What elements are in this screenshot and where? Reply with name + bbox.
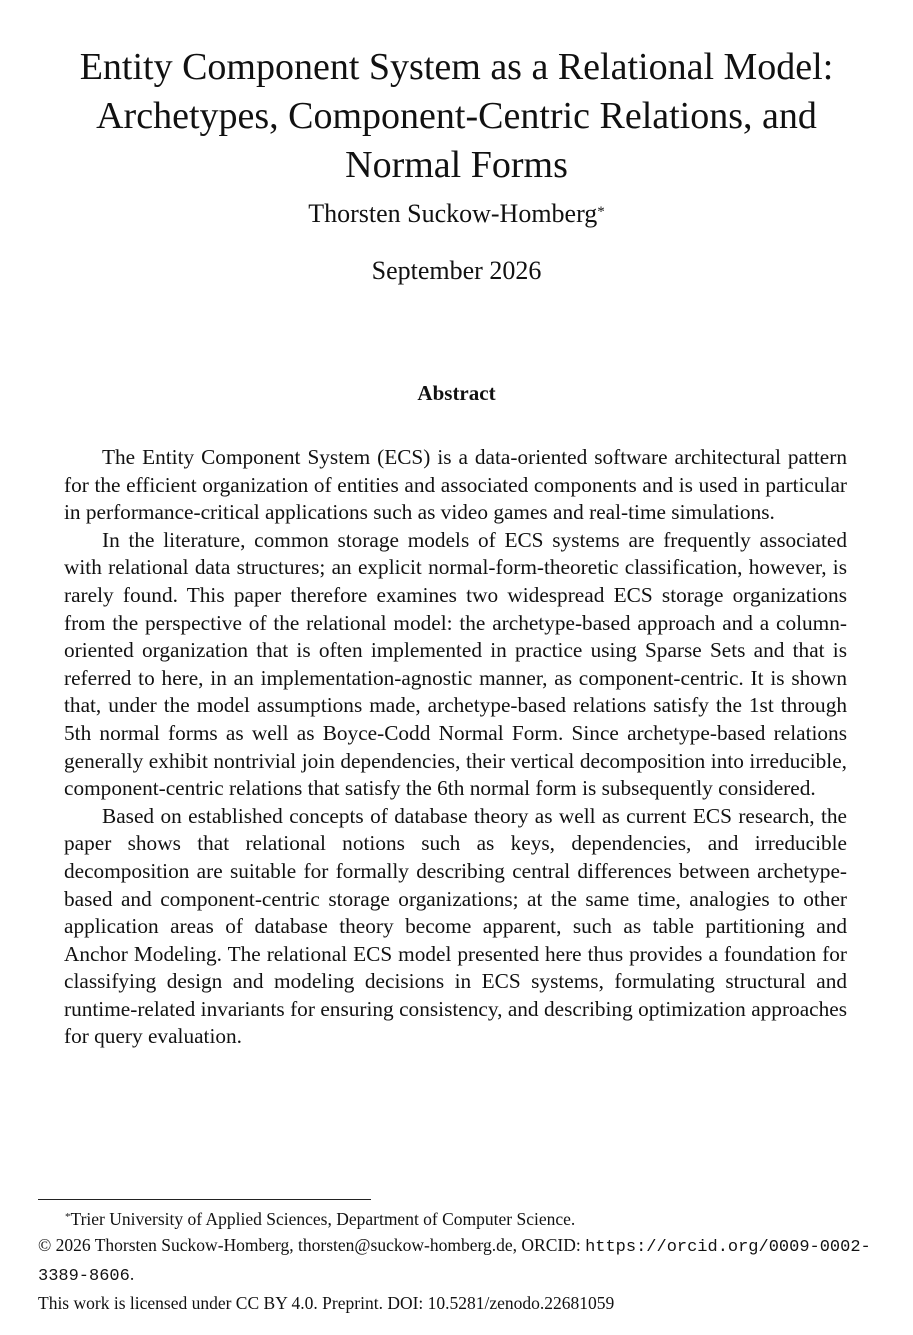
affiliation-text: Trier University of Applied Sciences, Department of Computer Science. [70,1209,576,1229]
affiliation-footnote-mark: * [65,1211,71,1223]
author-line [0,197,913,231]
abstract-paragraph-3: Based on established concepts of database theory as well as current ECS research, the paper shows that relational notions such as keys, dependencies, and irreducible decomposition are suitable for formally describing central differences between archetype-based and component-centric storage organizations; at the same time, analogies to other application areas of database theory become apparent, such as table partitioning and Anchor Modeling. The relational ECS model presented here thus provides a foundation for classifying design and modeling decisions in ECS systems, formulating structural and runtime-related invariants for ensuring consistency, and describing optimization approaches for query evaluation. [64,803,847,1049]
author-name: Thorsten Suckow-Homberg [308,199,598,228]
abstract-body [64,444,847,1051]
paper-title: Entity Component System as a Relational Model: Archetypes, Component-Centric Relations, and Normal Forms [79,46,834,187]
abstract-paragraph-1: The Entity Component System (ECS) is a data-oriented software architectural pattern for the efficient organization of entities and associated components and is used in particular in performance-critical applications such as video games and real-time simulations. [64,445,847,525]
copyright-end: . [129,1264,135,1284]
footnotes [38,1206,878,1316]
copyright-text: © 2026 Thorsten Suckow-Homberg, thorsten@suckow-homberg.de, ORCID: [38,1235,586,1255]
affiliation-footnote [38,1206,878,1232]
abstract-heading: Abstract [417,381,496,405]
orcid-link[interactable]: https://orcid.org/0009-0002-3389-8606 [38,1238,871,1286]
abstract-paragraph-2: In the literature, common storage models of ECS systems are frequently associated with relational data structures; an explicit normal-form-theoretic classification, however, is rarely found. This paper therefore examines two widespread ECS storage organizations from the perspective of the relational model: the archetype-based approach and a column-oriented organization that is often implemented in practice using Sparse Sets and that is referred to here, in an implementation-agnostic manner, as component-centric. It is shown that, under the model assumptions made, archetype-based relations satisfy the 1st through 5th normal forms as well as Boyce-Codd Normal Form. Since archetype-based relations generally exhibit nontrivial join dependencies, their vertical decomposition into irreducible, component-centric relations that satisfy the 6th normal form is subsequently considered. [64,527,847,801]
publication-date: September 2026 [371,256,542,285]
author-footnote-mark: * [597,204,605,220]
footnote-divider [38,1199,371,1200]
license-footnote: This work is licensed under CC BY 4.0. Preprint. DOI: 10.5281/zenodo.22681059 [38,1293,615,1313]
copyright-footnote [38,1232,878,1290]
